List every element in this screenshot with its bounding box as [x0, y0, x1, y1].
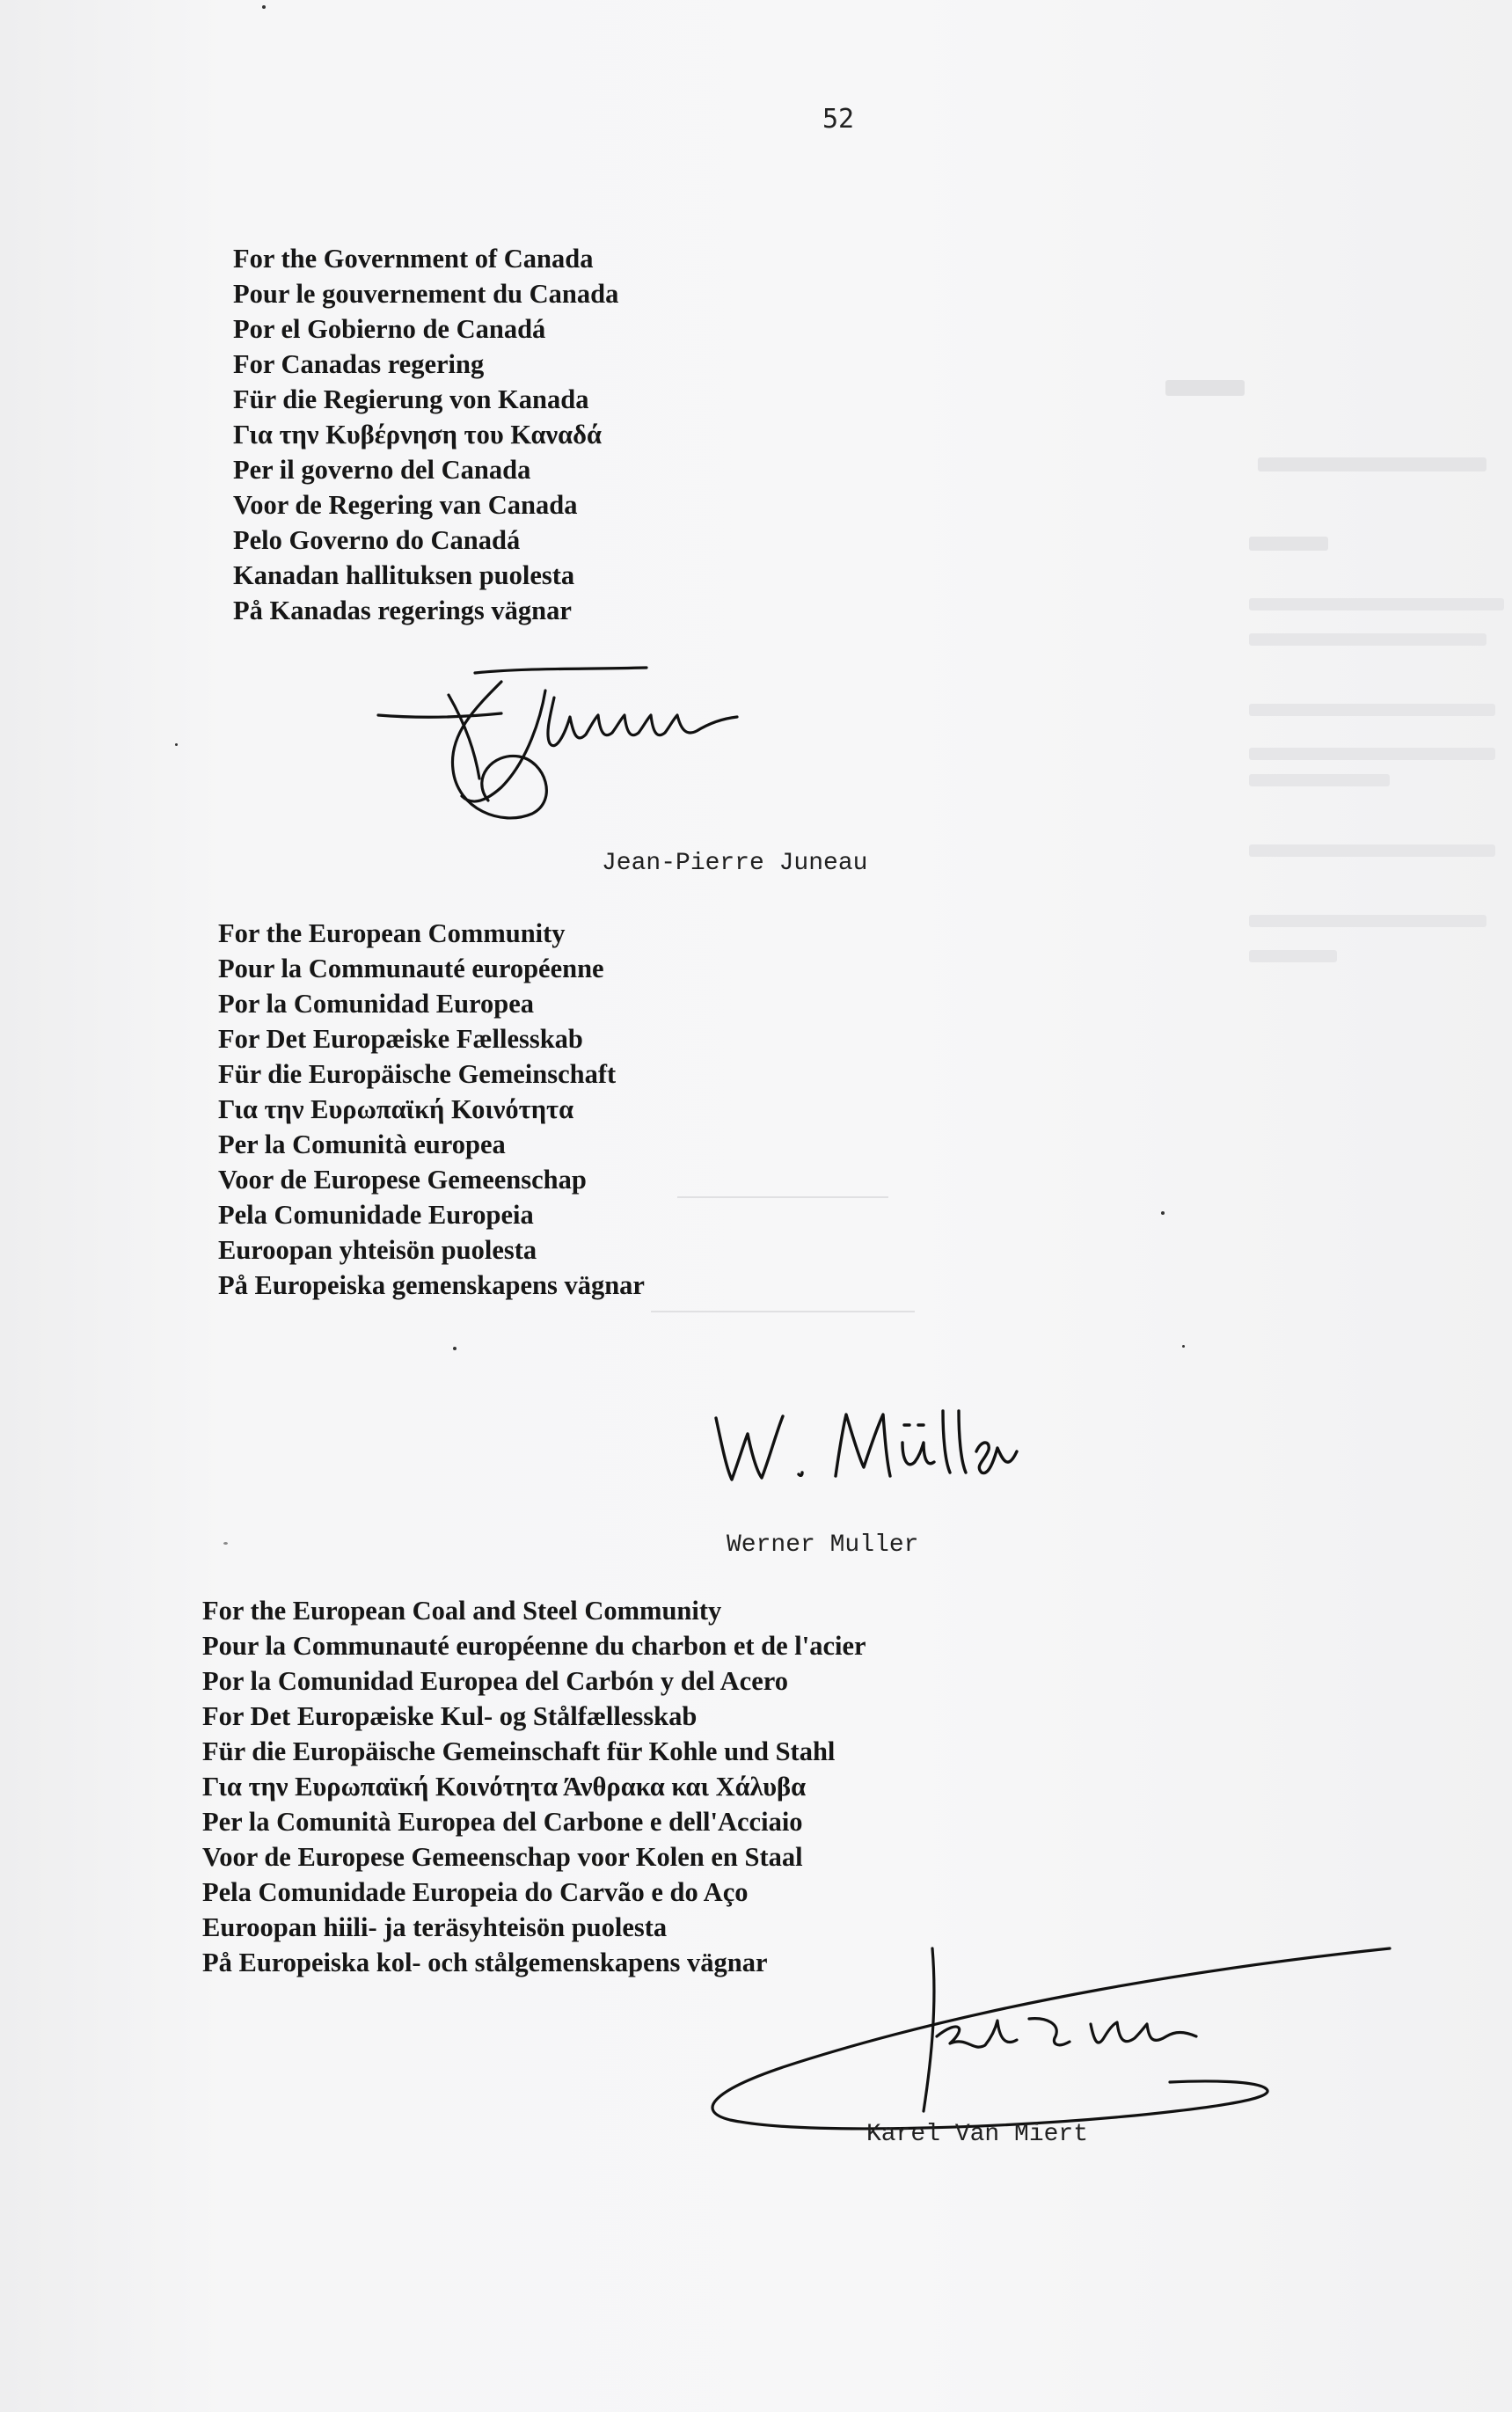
scan-speck	[1182, 1345, 1185, 1348]
ecsc-signature-block	[202, 1593, 866, 1980]
ecsc-line: For Det Europæiske Kul- og Stålfællesskab	[202, 1701, 698, 1731]
canada-line: Für die Regierung von Kanada	[233, 384, 589, 414]
ec-signature-block	[218, 916, 645, 1303]
scan-speck	[453, 1347, 457, 1350]
ecsc-line: Για την Ευρωπαϊκή Κοινότητα Άνθρακα και Χάλυβα	[202, 1772, 807, 1802]
ecsc-line: Für die Europäische Gemeinschaft für Kohle und Stahl	[202, 1736, 836, 1766]
ecsc-line: Euroopan hiili- ja teräsyhteisön puolesta	[202, 1912, 668, 1942]
page-number: 52	[822, 104, 855, 135]
canada-line: På Kanadas regerings vägnar	[233, 596, 572, 625]
ec-line: Pour la Communauté européenne	[218, 954, 604, 983]
canada-line: Για την Κυβέρνηση του Καναδά	[233, 420, 602, 450]
ec-line: For the European Community	[218, 918, 566, 948]
ec-line: På Europeiska gemenskapens vägnar	[218, 1270, 645, 1300]
muller-signature	[704, 1399, 1038, 1495]
ec-line: Voor de Europese Gemeenschap	[218, 1165, 587, 1195]
scan-speck	[262, 5, 266, 9]
canada-line: Pour le gouvernement du Canada	[233, 279, 619, 309]
canada-signature-block	[233, 241, 618, 628]
juneau-signature	[369, 655, 809, 858]
signatory-name-ecsc: Karel Van Miert	[866, 2121, 1089, 2148]
scan-speck	[175, 743, 178, 746]
canada-line: Per il governo del Canada	[233, 455, 531, 485]
scan-speck	[223, 1542, 228, 1545]
ecsc-line: På Europeiska kol- och stålgemenskapens vägnar	[202, 1948, 768, 1977]
ec-line: Pela Comunidade Europeia	[218, 1200, 534, 1230]
ecsc-line: Voor de Europese Gemeenschap voor Kolen en Staal	[202, 1842, 803, 1872]
ec-line: For Det Europæiske Fællesskab	[218, 1024, 583, 1054]
ec-line: Por la Comunidad Europea	[218, 989, 535, 1019]
ec-line: Per la Comunità europea	[218, 1129, 506, 1159]
ecsc-line: Pour la Communauté européenne du charbon et de l'acier	[202, 1631, 866, 1661]
canada-line: For the Government of Canada	[233, 244, 594, 274]
ecsc-line: For the European Coal and Steel Community	[202, 1596, 722, 1626]
ecsc-line: Por la Comunidad Europea del Carbón y del Acero	[202, 1666, 788, 1696]
ecsc-line: Pela Comunidade Europeia do Carvão e do Aço	[202, 1877, 749, 1907]
ec-line: Für die Europäische Gemeinschaft	[218, 1059, 617, 1089]
canada-line: Pelo Governo do Canadá	[233, 525, 521, 555]
canada-line: For Canadas regering	[233, 349, 485, 379]
scan-speck	[1161, 1211, 1165, 1215]
canada-line: Por el Gobierno de Canadá	[233, 314, 546, 344]
canada-line: Kanadan hallituksen puolesta	[233, 560, 575, 590]
signatory-name-canada: Jean-Pierre Juneau	[602, 850, 868, 877]
ecsc-line: Per la Comunità Europea del Carbone e dell'Acciaio	[202, 1807, 803, 1837]
canada-line: Voor de Regering van Canada	[233, 490, 578, 520]
signatory-name-ec: Werner Muller	[727, 1531, 919, 1559]
van-miert-signature	[677, 1940, 1399, 2133]
ec-line: Για την Ευρωπαϊκή Κοινότητα	[218, 1094, 574, 1124]
ec-line: Euroopan yhteisön puolesta	[218, 1235, 537, 1265]
